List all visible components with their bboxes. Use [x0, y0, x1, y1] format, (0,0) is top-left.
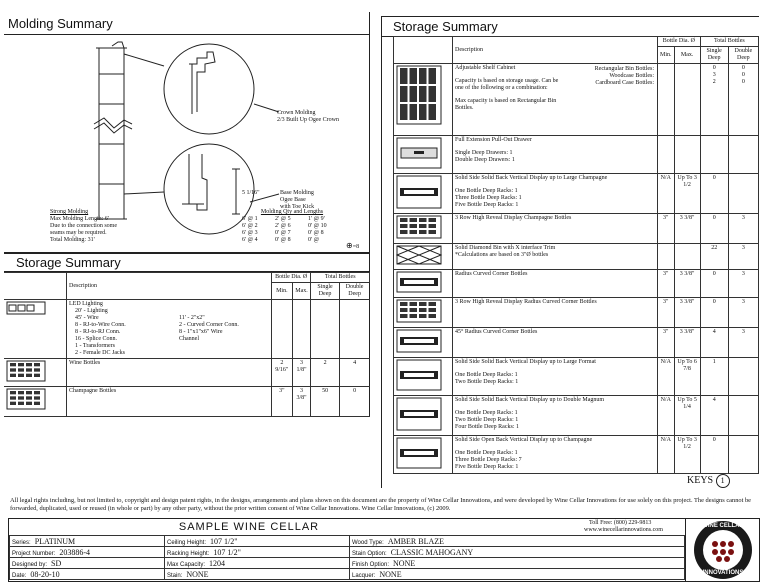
row-max: 3 3/8" — [674, 270, 700, 298]
row-double: 3 — [728, 328, 758, 358]
crosshair-icon: ⊕ — [346, 241, 353, 250]
base-dimension: 5 1/16" — [242, 190, 260, 196]
description-line: LED Lighting — [69, 301, 103, 307]
row-single: 0 — [700, 174, 728, 214]
table-row — [394, 298, 759, 328]
row-double — [728, 174, 758, 214]
description-line: Capacity is based on storage usage. Can be — [455, 78, 559, 84]
rack-thumbnail-icon — [396, 137, 442, 169]
row-single: 0 — [700, 436, 728, 474]
rack-thumbnail-icon — [396, 65, 442, 125]
notes-line2: Due to the connection some — [50, 223, 117, 229]
description-line: Max capacity is based on Rectangular Bin — [455, 98, 557, 104]
bin-count: 0 — [712, 65, 716, 71]
legal-notice: All legal rights including, but not limited to, copyright and design patent rights, in the designs, arrangements and plans shown on this document are the property of Wine Cellar Innovations, and were developed by Wine Cellar Innovations for use solely on this project. The designs cannot be forwarded, duplicated, used or reused (in whole or part) by any other party, without the prior written consent of Wine Cellar Innovations. Wine Cellar Innovations, (c) 2009. — [10, 497, 751, 512]
description-line: Solid Side Solid Back Vertical Display up to Double Magnum — [455, 397, 605, 403]
table-row — [394, 174, 759, 214]
row-description — [453, 396, 658, 436]
lengths-cell: 0' @ 8 — [308, 230, 324, 236]
row-max — [674, 64, 700, 136]
base-molding-label: Base Molding — [280, 190, 314, 196]
notes-line4: Total Molding: 31' — [50, 237, 95, 243]
row-double: 0 — [339, 387, 369, 417]
col-bottle-dia: Bottle Dia. Ø — [658, 37, 701, 47]
row-image — [394, 214, 453, 244]
bin-types — [595, 66, 654, 87]
row-single: 22 — [700, 244, 728, 270]
row-double: 4 — [339, 359, 369, 387]
racking-cell: Racking Height: 107 1/2" — [165, 547, 350, 558]
col-description: Description — [67, 273, 272, 300]
row-min: N/A — [658, 174, 675, 214]
logo-top-text: WINE CELLAR — [702, 523, 744, 529]
description-line: *Calculations are based on 3"Ø bottles — [455, 252, 549, 258]
right-storage-table — [393, 36, 759, 474]
col-total: Total Bottles — [700, 37, 758, 47]
col-description: Description — [453, 37, 658, 64]
row-min — [658, 244, 675, 270]
row-single: 1 — [700, 358, 728, 396]
row-image — [394, 328, 453, 358]
notes-line3: seams may be required. — [50, 230, 107, 236]
row-min: N/A — [658, 358, 675, 396]
lacquer-cell: Lacquer: NONE — [350, 569, 685, 580]
row-double — [339, 300, 369, 359]
row-max: Up To 5 1/4 — [674, 396, 700, 436]
description-line: Bottles. — [455, 105, 474, 111]
row-max: Up To 6 7/8 — [674, 358, 700, 396]
series-cell: Series: PLATINUM — [10, 536, 165, 547]
row-double: 3 — [728, 298, 758, 328]
row-min: 3" — [658, 298, 675, 328]
row-single — [700, 64, 728, 136]
table-row — [394, 64, 759, 136]
description-line: One Bottle Deep Racks: 1 — [455, 188, 518, 194]
row-description — [453, 174, 658, 214]
row-single: 2 — [311, 359, 339, 387]
description-line: Three Bottle Deep Racks: 1 — [455, 195, 522, 201]
row-min: 2 9/16" — [272, 359, 293, 387]
notes-head: Strong Molding — [50, 209, 89, 215]
lengths-cell: 6' @ 1 — [242, 216, 258, 222]
col-single: Single Deep — [311, 283, 339, 300]
table-row — [394, 358, 759, 396]
row-double: 3 — [728, 214, 758, 244]
molding-summary-title: Molding Summary — [8, 16, 113, 31]
row-min: 3" — [658, 270, 675, 298]
table-row — [4, 387, 370, 417]
lengths-cell: 6' @ 4 — [242, 237, 258, 243]
table-row — [394, 328, 759, 358]
row-single — [700, 136, 728, 174]
row-single: 4 — [700, 328, 728, 358]
lengths-grid — [242, 216, 342, 244]
title-block-fields — [9, 535, 685, 580]
description-line: Solid Side Solid Back Vertical Display up to Large Champagne — [455, 175, 608, 181]
col-total: Total Bottles — [311, 273, 370, 283]
description-line: Two Bottle Deep Racks: 1 — [455, 379, 519, 385]
right-storage-summary-panel — [381, 16, 759, 488]
row-double — [728, 396, 758, 436]
table-row — [394, 396, 759, 436]
row-description — [453, 136, 658, 174]
bin-count: 0 — [741, 79, 745, 85]
row-double — [728, 358, 758, 396]
description-extra-line: Channel — [179, 336, 199, 342]
row-description — [453, 298, 658, 328]
ceiling-cell: Ceiling Height: 107 1/2" — [165, 536, 350, 547]
description-line: Three Bottle Deep Racks: 7 — [455, 457, 522, 463]
right-storage-title: Storage Summary — [393, 19, 498, 34]
rack-thumbnail-icon — [396, 359, 442, 391]
keys-number: 1 — [716, 474, 730, 488]
row-double — [728, 136, 758, 174]
rack-thumbnail-icon — [396, 245, 442, 265]
base-molding-desc2: with Toe Kick — [280, 204, 315, 210]
description-line: 3 Row High Reveal Display Radius Curved Corner Bottles — [455, 299, 597, 305]
rack-thumbnail-icon — [396, 397, 442, 431]
row-description — [453, 244, 658, 270]
row-max: Up To 3 1/2 — [674, 436, 700, 474]
keys-label: KEYS — [687, 475, 714, 486]
row-image — [394, 298, 453, 328]
bin-count: 0 — [741, 65, 745, 71]
description-extra-line: 11' - 2"x2" — [179, 315, 205, 321]
website: www.winecellarinnovations.com — [584, 527, 663, 533]
lengths-row — [242, 223, 342, 230]
panel-top-border — [381, 16, 759, 17]
finish-cell: Finish Option: NONE — [350, 558, 685, 569]
crown-molding-label: Crown Molding — [277, 110, 316, 116]
description-line: Single Deep Drawers: 1 — [455, 150, 513, 156]
rack-thumbnail-icon — [6, 360, 46, 382]
row-description — [453, 214, 658, 244]
table-row — [394, 436, 759, 474]
col-max: Max. — [674, 47, 700, 64]
bin-count: 2 — [712, 79, 716, 85]
row-description — [453, 270, 658, 298]
lengths-cell: 0' @ — [308, 237, 320, 243]
molding-lengths — [242, 209, 342, 244]
notes-line1: Max Molding Length: 6' — [50, 216, 109, 222]
stain-option-cell: Stain Option: CLASSIC MAHOGANY — [350, 547, 685, 558]
lengths-cell: 6' @ 2 — [242, 223, 258, 229]
row-double — [728, 64, 758, 136]
description-line: 20' - Lighting — [75, 308, 108, 314]
toll-free: Toll Free: (800) 229-9813 — [589, 520, 652, 526]
description-line: one of the following or a combination: — [455, 85, 548, 91]
rack-thumbnail-icon — [6, 301, 46, 315]
title-row — [9, 519, 685, 536]
logo-bottom-text: INNOVATIONS — [702, 570, 744, 576]
row-description — [453, 436, 658, 474]
col-image — [394, 37, 453, 64]
row-image — [4, 359, 67, 387]
col-min: Min. — [272, 283, 293, 300]
rack-thumbnail-icon — [396, 271, 442, 293]
col-double: Double Deep — [339, 283, 369, 300]
row-min: 3" — [658, 328, 675, 358]
row-description — [453, 64, 658, 136]
row-max: 3 3/8" — [674, 214, 700, 244]
description-line: 8 - RJ-to-Wire Conn. — [75, 322, 126, 328]
lengths-cell: 0' @ 7 — [275, 230, 291, 236]
base-molding-desc: Ogee Base — [280, 197, 306, 203]
row-min — [658, 136, 675, 174]
table-row — [394, 214, 759, 244]
left-storage-table — [4, 272, 370, 417]
col-min: Min. — [658, 47, 675, 64]
molding-symbol: ⊕=8 — [346, 241, 360, 250]
description-line: Adjustable Shelf Cabinet — [455, 65, 516, 71]
row-double: 3 — [728, 270, 758, 298]
rack-thumbnail-icon — [396, 329, 442, 353]
lengths-row — [242, 230, 342, 237]
lengths-title: Molding Qty and Lengths — [260, 209, 324, 215]
date-cell: Date: 08-20-10 — [10, 569, 165, 580]
lengths-cell: 0' @ 8 — [275, 237, 291, 243]
row-image — [394, 270, 453, 298]
row-image — [394, 64, 453, 136]
description-line: 1 - Transformers — [75, 343, 115, 349]
description-line: Champagne Bottles — [69, 388, 117, 394]
rack-thumbnail-icon — [6, 388, 46, 410]
table-row — [394, 270, 759, 298]
description-line: Double Deep Drawers: 1 — [455, 157, 515, 163]
description-line: One Bottle Deep Racks: 1 — [455, 450, 518, 456]
row-max — [292, 300, 311, 359]
row-max: 3 1/8" — [292, 359, 311, 387]
capacity-cell: Max Capacity: 1204 — [165, 558, 350, 569]
rack-thumbnail-icon — [396, 215, 442, 239]
row-image — [394, 396, 453, 436]
description-extra-line: 2 - Curved Corner Conn. — [179, 322, 239, 328]
row-min: 3" — [272, 387, 293, 417]
rack-thumbnail-icon — [396, 175, 442, 209]
description-line: Wine Bottles — [69, 360, 101, 366]
bin-type-line: Cardboard Case Bottles: — [595, 80, 654, 86]
row-max — [674, 244, 700, 270]
row-min: N/A — [658, 436, 675, 474]
table-row — [4, 359, 370, 387]
panel-left-border — [381, 16, 382, 488]
row-max: 3 3/8" — [674, 328, 700, 358]
lengths-cell: 6' @ 3 — [242, 230, 258, 236]
description-line: One Bottle Deep Racks: 1 — [455, 410, 518, 416]
row-description — [67, 359, 272, 387]
left-storage-title: Storage Summary — [16, 255, 121, 270]
panel-top-border — [4, 252, 370, 254]
row-description — [453, 358, 658, 396]
row-single: 50 — [311, 387, 339, 417]
lengths-cell: 2' @ 5 — [275, 216, 291, 222]
lengths-cell: 2' @ 6 — [275, 223, 291, 229]
description-line: Full Extension Pull-Out Drawer — [455, 137, 532, 143]
row-double: 3 — [728, 244, 758, 270]
lengths-row — [242, 237, 342, 244]
row-min: 3" — [658, 214, 675, 244]
bin-count: 0 — [741, 72, 745, 78]
row-image — [394, 436, 453, 474]
col-double: Double Deep — [728, 47, 758, 64]
table-row — [4, 300, 370, 359]
col-bottle-dia: Bottle Dia. Ø — [272, 273, 311, 283]
description-line: One Bottle Deep Racks: 1 — [455, 372, 518, 378]
designed-cell: Designed by: SD — [10, 558, 165, 569]
rack-thumbnail-icon — [396, 437, 442, 469]
description-line: 2 - Female DC Jacks — [75, 350, 125, 356]
company-logo — [685, 519, 760, 581]
drawing-title: SAMPLE WINE CELLAR — [178, 521, 320, 533]
lengths-row — [242, 216, 342, 223]
lengths-cell: 1' @ 9' — [308, 216, 325, 222]
description-line: 45° Radius Curved Corner Bottles — [455, 329, 538, 335]
description-line: Solid Side Open Back Vertical Display up to Champagne — [455, 437, 593, 443]
description-line: 8 - RJ-to-RJ Conn. — [75, 329, 121, 335]
description-line: Two Bottle Deep Racks: 1 — [455, 417, 519, 423]
bin-type-line: Woodcase Bottles: — [609, 73, 654, 79]
row-image — [394, 244, 453, 270]
description-line: Solid Side Solid Back Vertical Display up to Large Format — [455, 359, 596, 365]
col-max: Max. — [292, 283, 311, 300]
row-max: 3 3/8" — [674, 298, 700, 328]
row-single: 4 — [700, 396, 728, 436]
row-image — [4, 387, 67, 417]
row-single: 0 — [700, 270, 728, 298]
row-max — [674, 136, 700, 174]
col-image — [4, 273, 67, 300]
rack-thumbnail-icon — [396, 299, 442, 323]
row-description — [67, 387, 272, 417]
row-single: 0 — [700, 298, 728, 328]
row-max: Up To 3 1/2 — [674, 174, 700, 214]
wood-cell: Wood Type: AMBER BLAZE — [350, 536, 685, 547]
row-single — [311, 300, 339, 359]
left-storage-summary-panel — [4, 252, 370, 417]
description-line: Solid Diamond Bin with X interface Trim — [455, 245, 556, 251]
row-min — [272, 300, 293, 359]
description-line: Radius Curved Corner Bottles — [455, 271, 528, 277]
description-line: Four Bottle Deep Racks: 1 — [455, 424, 519, 430]
row-single: 0 — [700, 214, 728, 244]
right-storage-rows — [394, 64, 759, 474]
row-image — [394, 136, 453, 174]
bin-count: 3 — [712, 72, 716, 78]
left-storage-rows — [4, 300, 370, 417]
col-single: Single Deep — [700, 47, 728, 64]
project-cell: Project Number: 203886-4 — [10, 547, 165, 558]
crown-molding-desc: 2/3 Built Up Ogee Crown — [277, 117, 339, 123]
description-line: Five Bottle Deep Racks: 1 — [455, 464, 519, 470]
row-image — [4, 300, 67, 359]
bin-type-line: Rectangular Bin Bottles: — [594, 66, 654, 72]
table-row — [394, 136, 759, 174]
description-line: Five Bottle Deep Racks: 1 — [455, 202, 519, 208]
description-line: 16 - Splice Conn. — [75, 336, 117, 342]
row-min — [658, 64, 675, 136]
description-extra-line: 8 - 1"x1"x6" Wire — [179, 329, 223, 335]
row-double — [728, 436, 758, 474]
lengths-cell: 0' @ 10 — [308, 223, 327, 229]
stain-cell: Stain: NONE — [165, 569, 350, 580]
row-max: 3 3/8" — [292, 387, 311, 417]
row-image — [394, 174, 453, 214]
row-min: N/A — [658, 396, 675, 436]
description-line: 3 Row High Reveal Display Champagne Bottles — [455, 215, 572, 221]
keys-marker — [687, 474, 730, 488]
table-row — [394, 244, 759, 270]
title-block — [8, 518, 760, 582]
row-description — [67, 300, 272, 359]
description-line: 45' - Wire — [75, 315, 99, 321]
row-image — [394, 358, 453, 396]
molding-summary-panel — [4, 12, 370, 254]
molding-notes — [50, 209, 160, 244]
row-description — [453, 328, 658, 358]
